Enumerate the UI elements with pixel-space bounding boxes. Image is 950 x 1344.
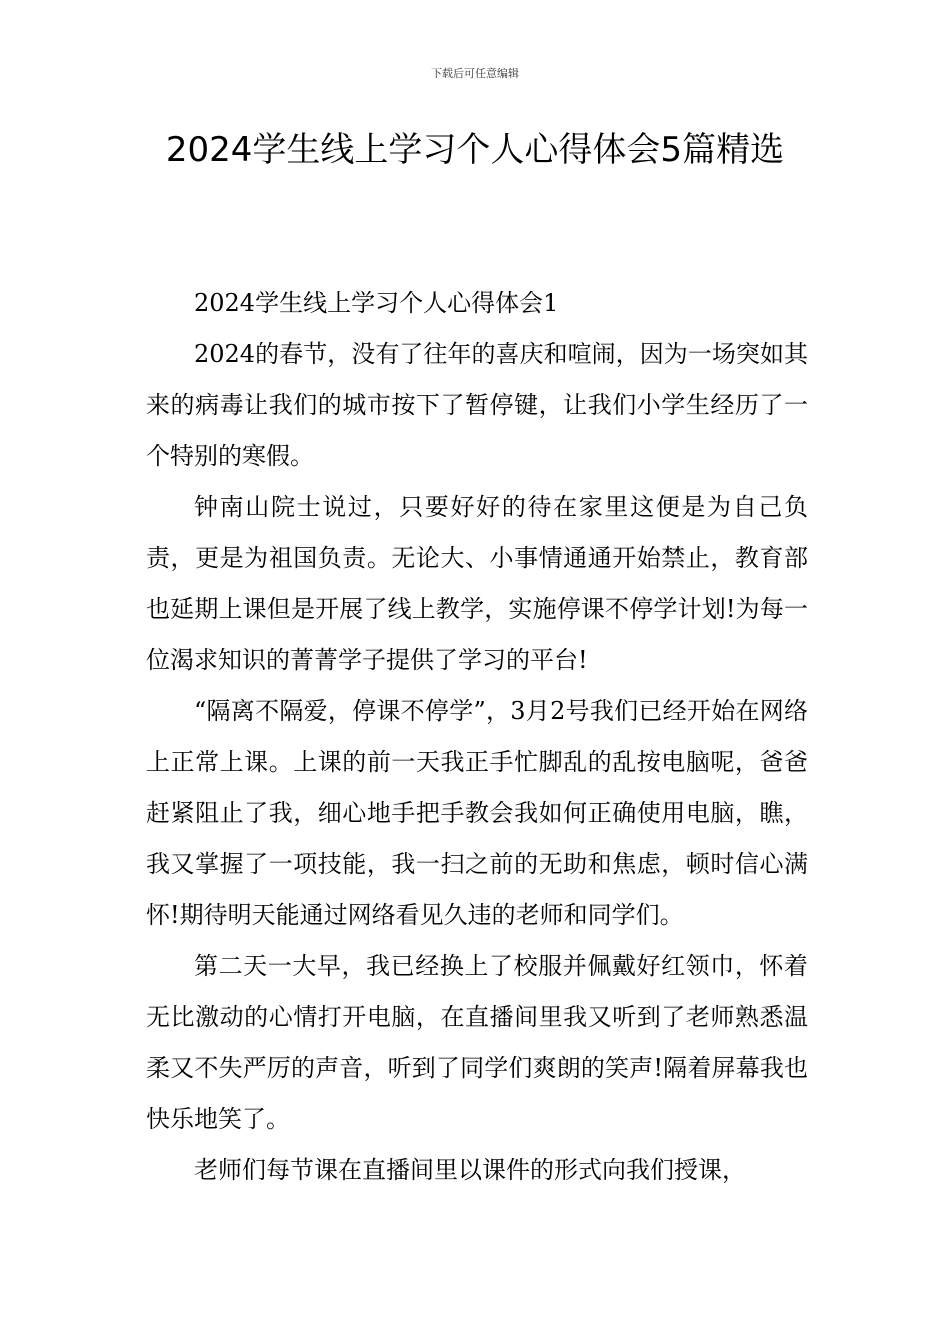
paragraph-3: “隔离不隔爱，停课不停学”，3月2号我们已经开始在网络上正常上课。上课的前一天我正手忙脚乱的乱按电脑呢，爸爸赶紧阻止了我，细心地手把手教会我如何正确使用电脑，瞧，我又掌握了一项技能，我一扫之前的无助和焦虑，顿时信心满怀!期待明天能通过网络看见久违的老师和同学们。 [146,697,808,929]
section-heading: 2024学生线上学习个人心得体会1 [194,289,559,317]
paragraph-4: 第二天一大早，我已经换上了校服并佩戴好红领巾，怀着无比激动的心情打开电脑，在直播间里我又听到了老师熟悉温柔又不失严厉的声音，听到了同学们爽朗的笑声!隔着屏幕我也快乐地笑了。 [146,952,808,1133]
paragraph-1: 2024的春节，没有了往年的喜庆和喧闹，因为一场突如其来的病毒让我们的城市按下了暂停键，让我们小学生经历了一个特别的寒假。 [146,340,808,470]
paragraph-5: 老师们每节课在直播间里以课件的形式向我们授课， [194,1156,746,1184]
paragraph-2: 钟南山院士说过，只要好好的待在家里这便是为自己负责，更是为祖国负责。无论大、小事情通通开始禁止，教育部也延期上课但是开展了线上教学，实施停课不停学计划!为每一位渴求知识的菁菁学子提供了学习的平台! [146,493,808,674]
header-note: 下载后可任意编辑 [431,67,519,80]
document-body [146,278,808,1196]
document-title: 2024学生线上学习个人心得体会5篇精选 [165,130,785,170]
